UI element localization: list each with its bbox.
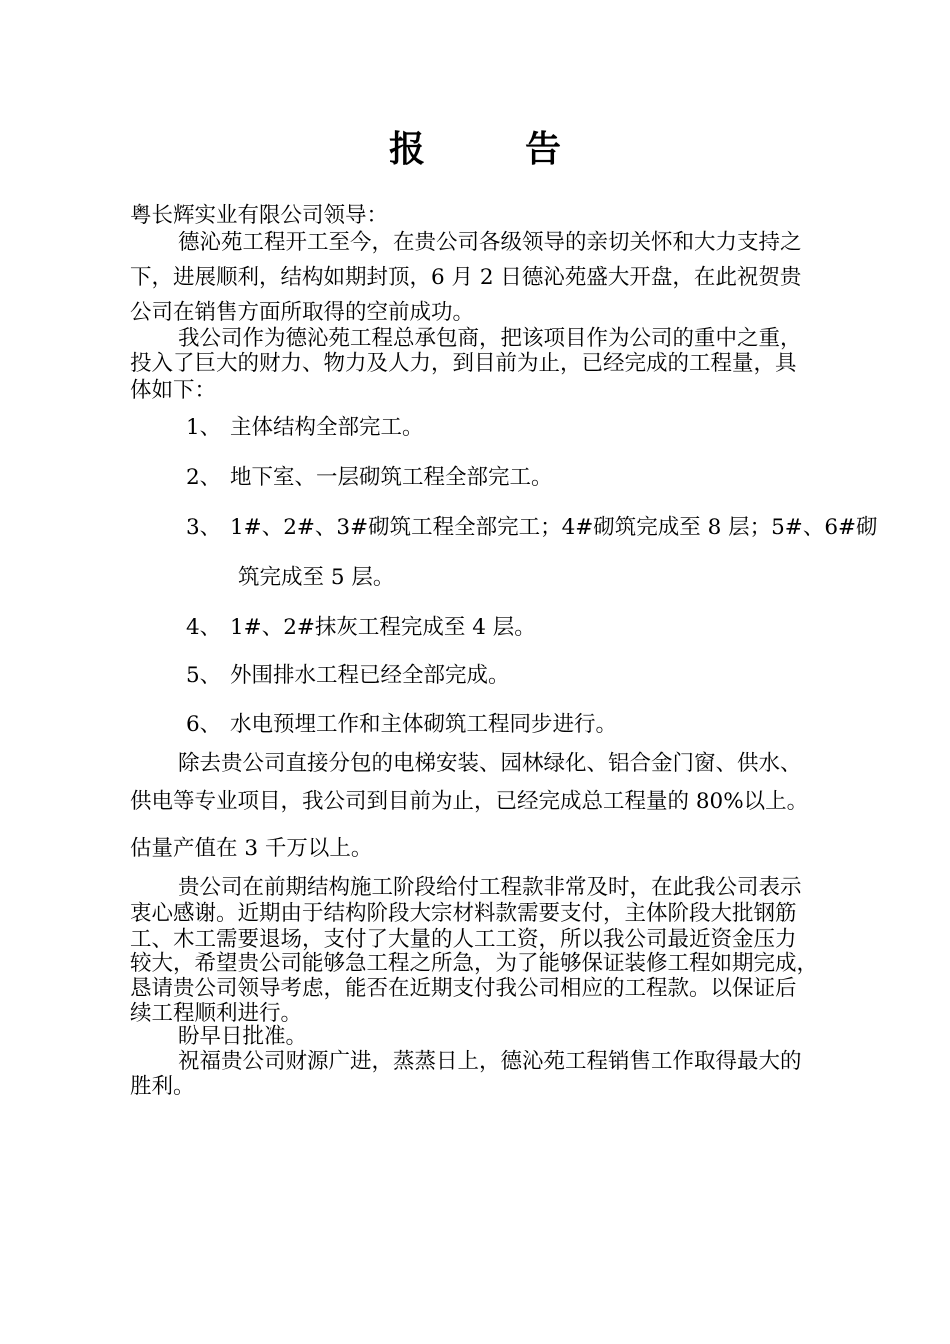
para4-line6: 续工程顺利进行。 [130, 1001, 303, 1026]
title-char-1: 报 [388, 129, 425, 170]
para4-line2: 衷心感谢。近期由于结构阶段大宗材料款需要支付，主体阶段大批钢筋 [130, 901, 797, 926]
list-item [186, 510, 878, 541]
list-item-text: 水电预埋工作和主体砌筑工程同步进行。 [230, 712, 618, 737]
list-item-text: 1#、2#、3#砌筑工程全部完工；4#砌筑完成至 8 层；5#、6#砌 [230, 515, 878, 540]
para4-line1: 贵公司在前期结构施工阶段给付工程款非常及时，在此我公司表示 [178, 875, 802, 900]
list-item-text: 主体结构全部完工。 [230, 415, 424, 440]
list-item-number: 1、 [186, 415, 222, 440]
para2-line2: 投入了巨大的财力、物力及人力，到目前为止，已经完成的工程量，具 [130, 351, 797, 376]
list-item-number: 4、 [186, 615, 222, 640]
para5: 盼早日批准。 [178, 1024, 308, 1049]
para2-line1: 我公司作为德沁苑工程总承包商，把该项目作为公司的重中之重， [178, 326, 802, 351]
list-item [186, 410, 424, 441]
list-item [186, 658, 510, 689]
list-item [186, 707, 617, 738]
list-item-text: 1#、2#抹灰工程完成至 4 层。 [230, 615, 536, 640]
para3-line1: 除去贵公司直接分包的电梯安装、园林绿化、铝合金门窗、供水、 [178, 751, 802, 776]
para1-line2: 下，进展顺利，结构如期封顶，6 月 2 日德沁苑盛大开盘，在此祝贺贵 [130, 265, 802, 290]
list-item-number: 6、 [186, 712, 222, 737]
salutation: 粤长辉实业有限公司领导： [130, 203, 389, 228]
list-item-continuation: 筑完成至 5 层。 [238, 565, 395, 590]
list-item-number: 2、 [186, 465, 222, 490]
para3-line2: 供电等专业项目，我公司到目前为止，已经完成总工程量的 80%以上。 [130, 789, 809, 814]
para6-line1: 祝福贵公司财源广进，蒸蒸日上，德沁苑工程销售工作取得最大的 [178, 1049, 802, 1074]
para6-line2: 胜利。 [130, 1074, 195, 1099]
list-item [186, 460, 553, 491]
para1-line1: 德沁苑工程开工至今，在贵公司各级领导的亲切关怀和大力支持之 [178, 230, 802, 255]
page-title [0, 126, 950, 174]
para1-line3: 公司在销售方面所取得的空前成功。 [130, 300, 475, 325]
para2-line3: 体如下： [130, 378, 217, 403]
list-item-text: 地下室、一层砌筑工程全部完工。 [230, 465, 553, 490]
para4-line3: 工、木工需要退场，支付了大量的人工工资，所以我公司最近资金压力 [130, 927, 797, 952]
list-item [186, 610, 536, 641]
title-char-2: 告 [525, 129, 562, 170]
para3-line3: 估量产值在 3 千万以上。 [130, 836, 373, 861]
list-item-number: 5、 [186, 663, 222, 688]
list-item-text: 外围排水工程已经全部完成。 [230, 663, 510, 688]
para4-line5: 恳请贵公司领导考虑，能否在近期支付我公司相应的工程款。以保证后 [130, 976, 797, 1001]
list-item-number: 3、 [186, 515, 222, 540]
para4-line4: 较大，希望贵公司能够急工程之所急，为了能够保证装修工程如期完成， [130, 951, 819, 976]
